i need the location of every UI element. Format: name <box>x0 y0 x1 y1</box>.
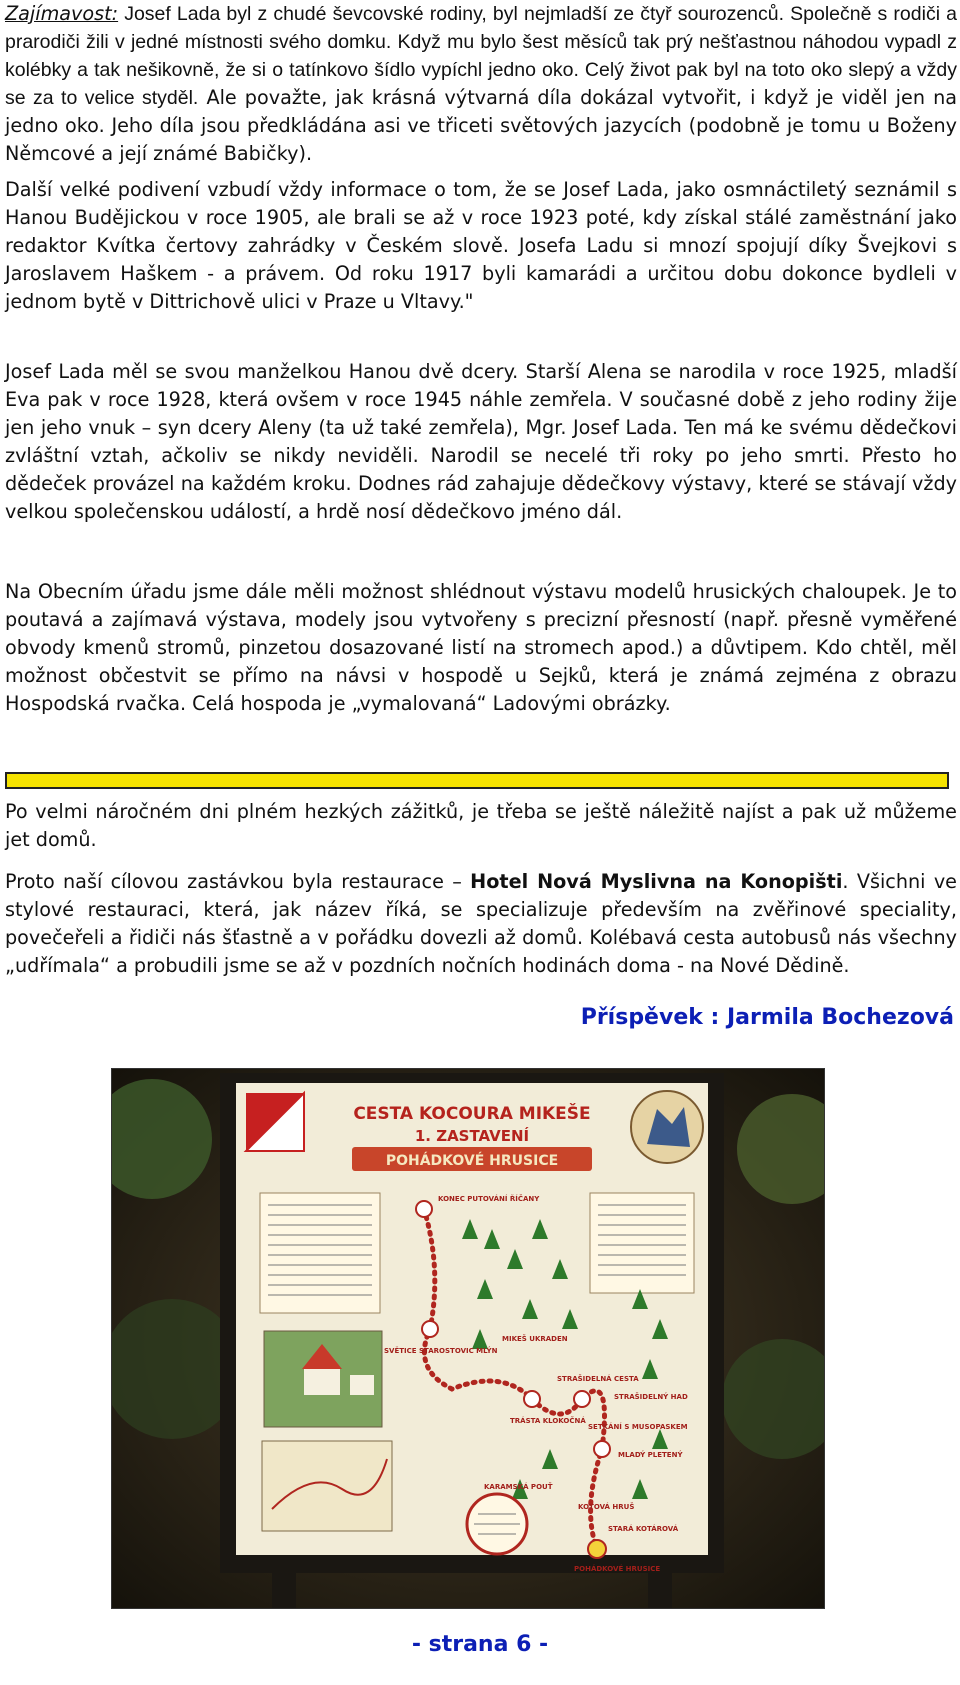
map-label: KONEC PUTOVÁNÍ ŘÍČANY <box>438 1195 540 1203</box>
map-label: STRAŠIDELNÝ HAD <box>614 1393 688 1401</box>
paragraph-text: Proto naší cílovou zastávkou byla restaurace – <box>5 870 471 893</box>
paragraph-hotel <box>5 868 957 980</box>
map-label: STRAŠIDELNÁ CESTA <box>557 1375 639 1383</box>
hotel-name: Hotel Nová Myslivna na Konopišti <box>470 870 843 893</box>
paragraph-text: Josef Lada byl z chudé ševcovské rodiny, byl nejmladší ze čtyř sourozenců. Společně s rodiči a prarodiči žili v jedné místnosti svého domku. Když mu bylo šest měsíců tak prý nešťastnou náhodou vypadl z kolébky a tak nešikovně, že si o tatínkovo šídlo vypíchl jedno oko. Celý život pak byl na toto oko slepý a vždy se za to velice styděl. <box>5 3 957 109</box>
paragraph-exhibition: Na Obecním úřadu jsme dále měli možnost shlédnout výstavu modelů hrusických chaloupek. Je to poutavá a zajímavá výstava, modely jsou vytvořeny s precizní přesností (např. přesně vyměřené obvody kmenů stromů, pinzetou dosazované listí na stromech apod.) a důvtipem. Kdo chtěl, měl možnost občestvit se přímo na návsi v hospodě u Sejků, která je známá zejména z obrazu Hospodská rvačka. Celá hospoda je „vymalovaná“ Ladovými obrázky. <box>5 580 957 715</box>
curiosity-label: Zajímavost: <box>5 2 119 25</box>
paragraph-dinner-intro: Po velmi náročném dni plném hezkých zážitků, je třeba se ještě náležitě najíst a pak už můžeme jet domů. <box>5 800 957 851</box>
map-label: POHÁDKOVÉ HRUSICE <box>574 1565 661 1573</box>
photo-trail-sign <box>111 1068 825 1609</box>
map-label: MLADÝ PLETENÝ <box>618 1451 683 1459</box>
yellow-divider <box>5 772 949 789</box>
map-label: SVĚTICE STAROSTOVIC MLÝN <box>384 1347 498 1355</box>
page-number: - strana 6 - <box>411 1632 549 1657</box>
map-label: KOTOVÁ HRUŠ <box>578 1503 635 1511</box>
map-label: KARAMSKÁ POUŤ <box>484 1483 553 1491</box>
sign-title-2: 1. ZASTAVENÍ <box>414 1127 530 1145</box>
map-label: STARÁ KOTÁROVÁ <box>608 1525 679 1533</box>
sign-title-1: CESTA KOCOURA MIKEŠE <box>353 1104 591 1124</box>
author-signature: Příspěvek : Jarmila Bochezová <box>580 1005 954 1030</box>
map-label: SETKÁNÍ S MUSOPASKEM <box>588 1423 688 1431</box>
sign-title-3: POHÁDKOVÉ HRUSICE <box>385 1153 559 1169</box>
photo-illustration <box>112 1069 825 1609</box>
map-label: TRÁSTA KLOKOČNÁ <box>510 1417 586 1425</box>
paragraph-lada-family: Josef Lada měl se svou manželkou Hanou dvě dcery. Starší Alena se narodila v roce 1925, mladší Eva pak v roce 1928, která ovšem v roce 1945 náhle zemřela. V současné době z jeho rodiny žije jen jeho vnuk – syn dcery Aleny (ta už také zemřela), Mgr. Josef Lada. Ten má ke svému dědečkovi zvláštní vztah, ačkoliv se nikdy neviděli. Narodil se necelé tři roky po jeho smrti. Přesto ho dědeček provázel na každém kroku. Dodnes rád zahajuje dědečkovy výstavy, které se stávají vždy velkou společenskou událostí, a hrdě nosí dědečkovo jméno dál. <box>5 360 957 523</box>
paragraph-lada-marriage: Další velké podivení vzbudí vždy informace o tom, že se Josef Lada, jako osmnáctiletý seznámil s Hanou Budějickou v roce 1905, ale brali se až v roce 1923 poté, kdy získal stálé zaměstnání jako redaktor Kvítka čertovy zahrádky v Českém slově. Josefa Ladu si mnozí spojují díky Švejkovi s Jaroslavem Haškem - a právem. Od roku 1917 byli kamarádi a určitou dobu dokonce bydleli v jednom bytě v Dittrichově ulici v Praze u Vltavy." <box>5 178 957 313</box>
paragraph-lada-curiosity <box>5 0 957 168</box>
map-label: MIKEŠ UKRADEN <box>502 1335 568 1343</box>
paragraph-text: . Všichni ve stylové restauraci, která, jak název říká, se specializuje především na zvěřinové speciality, povečeřeli a řidiči nás šťastně a v pořádku dovezli až domů. Kolébavá cesta autobusů nás všechny „udřímala“ a probudili jsme se až v pozdních nočních hodinách doma - na Nové Dědině. <box>5 870 957 977</box>
paragraph-text: Ale považte, jak krásná výtvarná díla dokázal vytvořit, i když je viděl jen na jedno oko. Jeho díla jsou předkládána asi ve třiceti světových jazycích (podobně je tomu u Boženy Němcové a její známé Babičky). <box>5 86 957 165</box>
